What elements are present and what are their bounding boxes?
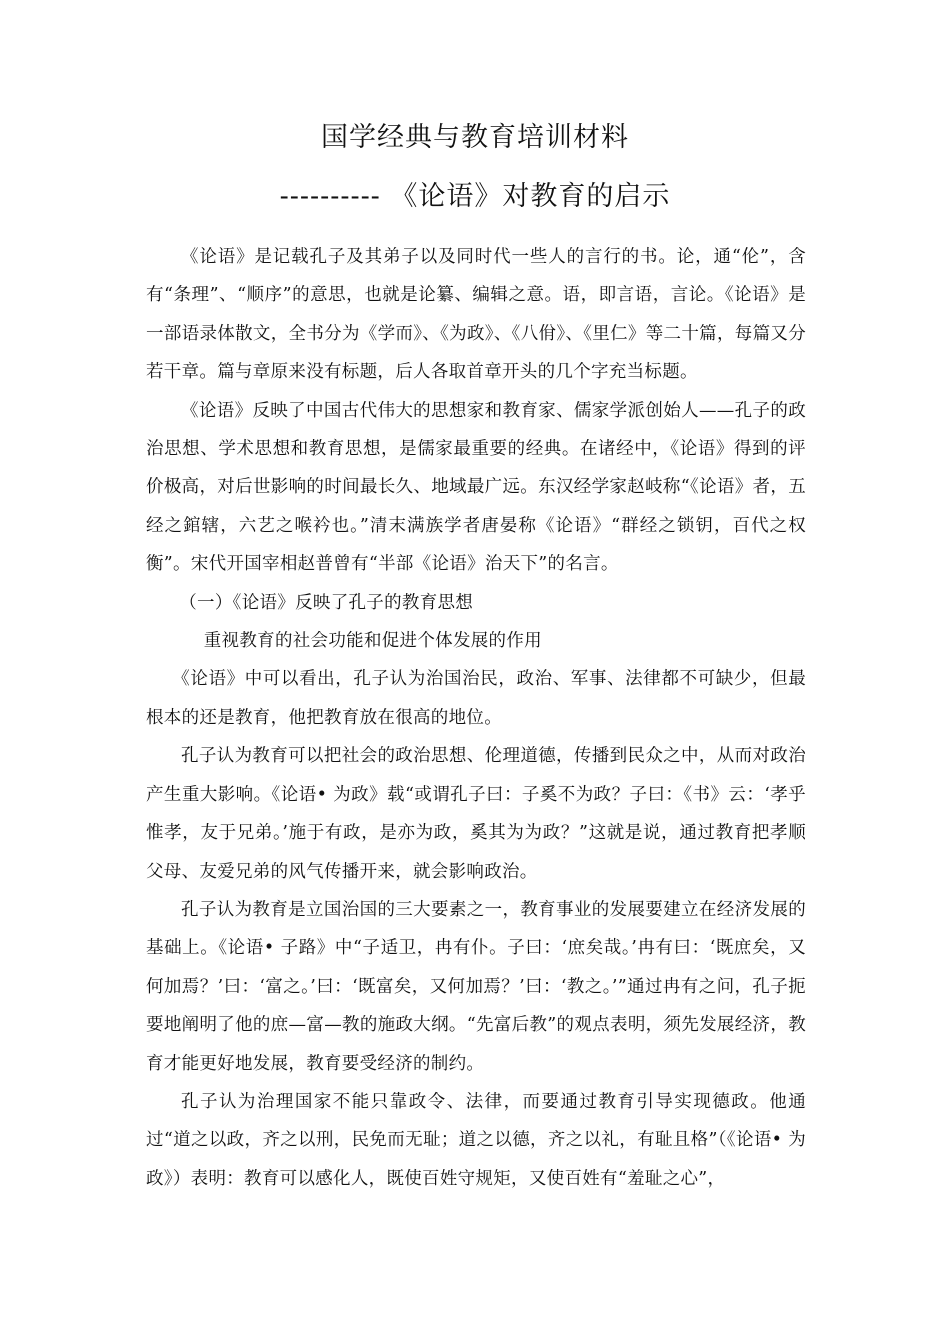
subsection-heading: 重视教育的社会功能和促进个体发展的作用 bbox=[203, 631, 542, 652]
paragraph-significance: 《论语》反映了中国古代伟大的思想家和教育家、儒家学派创始人——孔子的政治思想、学术思想和教育思想，是儒家最重要的经典。在诸经中，《论语》得到的评价极高，对后世影响的时间最长久、地域最广远。东汉经学家赵岐称“《论语》者，五经之錧辖，六艺之喉衿也。”清末满族学者唐晏称《论语》“群经之锁钥，百代之权衡”。宋代开国宰相赵普曾有“半部《论语》治天下”的名言。 bbox=[146, 400, 806, 575]
document-title: 国学经典与教育培训材料 bbox=[321, 122, 629, 153]
paragraph-education-role: 《论语》中可以看出，孔子认为治国治民，政治、军事、法律都不可缺少，但最根本的还是教育，他把教育放在很高的地位。 bbox=[146, 669, 806, 728]
paragraph-economy: 孔子认为教育是立国治国的三大要素之一，教育事业的发展要建立在经济发展的基础上。《论语• 子路》中“子适卫，冉有仆。子曰：‘庶矣哉。’冉有曰：‘既庶矣，又何加焉？’曰：‘富之。’曰：‘既富矣，又何加焉？’曰：‘教之。’”通过冉有之问，孔子扼要地阐明了他的庶—富—教的施政大纲。“先富后教”的观点表明，须先发展经济，教育才能更好地发展，教育要受经济的制约。 bbox=[146, 899, 806, 1074]
paragraph-politics: 孔子认为教育可以把社会的政治思想、伦理道德，传播到民众之中，从而对政治产生重大影响。《论语• 为政》载“或谓孔子曰：子奚不为政？子曰：《书》云：‘孝乎惟孝，友于兄弟。’施于有政，是亦为政，奚其为为政？”这就是说，通过教育把孝顺父母、友爱兄弟的风气传播开来，就会影响政治。 bbox=[146, 746, 806, 882]
document-body bbox=[146, 238, 806, 1198]
section-heading-1: （一）《论语》反映了孔子的教育思想 bbox=[179, 592, 474, 613]
document-subtitle: ---------- 《论语》对教育的启示 bbox=[279, 181, 671, 212]
paragraph-virtue: 孔子认为治理国家不能只靠政令、法律，而要通过教育引导实现德政。他通过“道之以政，齐之以刑，民免而无耻；道之以德，齐之以礼，有耻且格”（《论语• 为政》）表明：教育可以感化人，既使百姓守规矩，又使百姓有“羞耻之心”， bbox=[146, 1091, 806, 1189]
paragraph-intro: 《论语》是记载孔子及其弟子以及同时代一些人的言行的书。论，通“伦”，含有“条理”、“顺序”的意思，也就是论纂、编辑之意。语，即言语，言论。《论语》是一部语录体散文，全书分为《学而》、《为政》、《八佾》、《里仁》等二十篇，每篇又分若干章。篇与章原来没有标题，后人各取首章开头的几个字充当标题。 bbox=[146, 247, 806, 383]
